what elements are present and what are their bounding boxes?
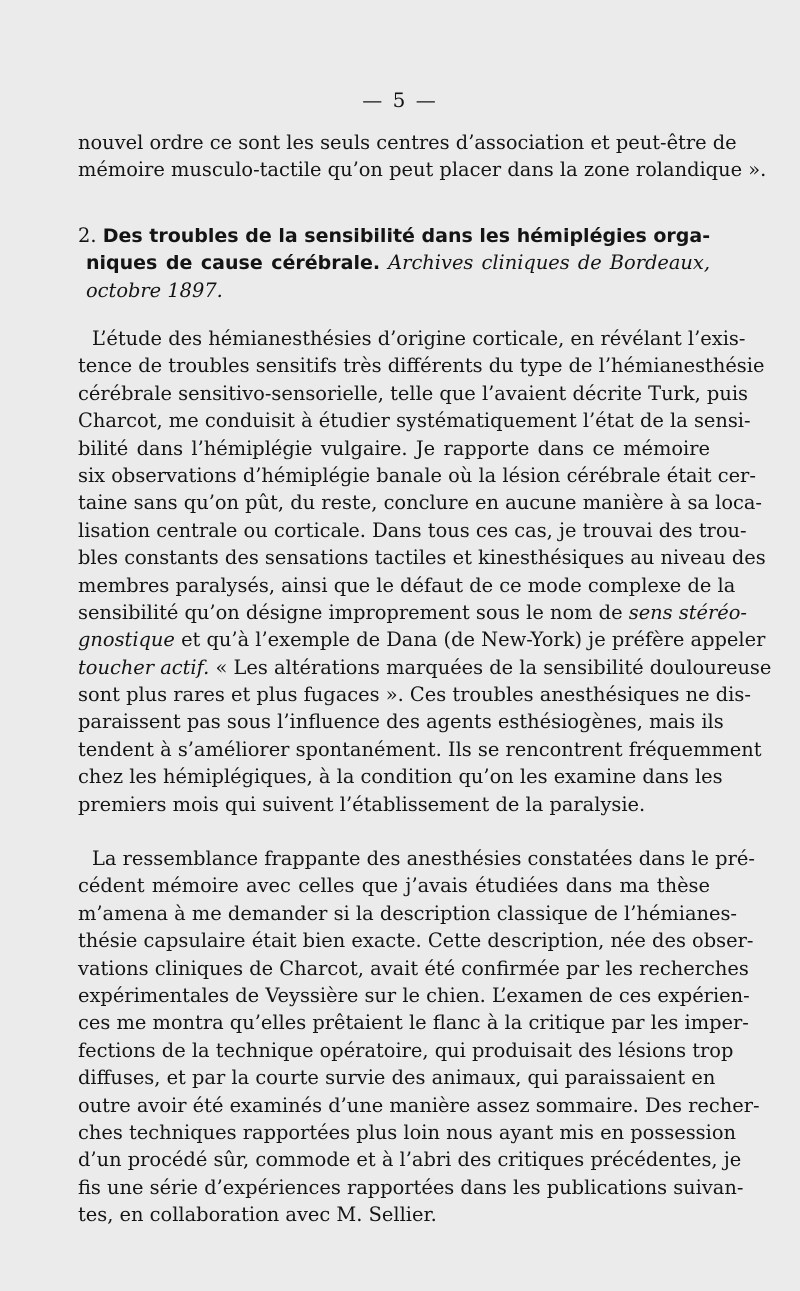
text-line: bilité dans l’hémiplégie vulgaire. Je rapporte dans ce mémoire <box>78 436 710 460</box>
text-line <box>78 599 747 626</box>
text-line: outre avoir été examinés d’une manière assez sommaire. Des recher- <box>78 1093 760 1117</box>
continuation-text <box>78 129 767 184</box>
text-line: m’amena à me demander si la description classique de l’hémianes- <box>78 901 737 925</box>
text-line: cédent mémoire avec celles que j’avais étudiées dans ma thèse <box>78 874 710 898</box>
italic-term: gnostique <box>78 628 175 652</box>
text-line: diffuses, et par la courte survie des animaux, qui paraissaient en <box>78 1066 716 1090</box>
italic-term: toucher actif. <box>78 655 210 679</box>
text-line: thésie capsulaire était bien exacte. Cette description, née des obser- <box>78 929 754 953</box>
entry-journal: Archives cliniques de Bordeaux, <box>388 251 711 275</box>
text-line: ches techniques rapportées plus loin nous ayant mis en possession <box>78 1120 736 1144</box>
text-line: bles constants des sensations tactiles et kinesthésiques au niveau des <box>78 546 766 570</box>
text-line: tes, en collaboration avec M. Sellier. <box>78 1203 437 1227</box>
text-line <box>78 626 766 653</box>
entry-number: 2. <box>78 224 97 247</box>
text-line: expérimentales de Veyssière sur le chien. L’examen de ces expérien- <box>78 983 750 1007</box>
text-line: membres paralysés, ainsi que le défaut de ce mode complexe de la <box>78 573 736 597</box>
paragraph-1 <box>78 325 772 818</box>
entry-title-line <box>78 222 710 249</box>
text-line: chez les hémiplégiques, à la condition qu’on les examine dans les <box>78 765 723 789</box>
text-line <box>78 654 772 681</box>
text-line: L’étude des hémianesthésies d’origine corticale, en révélant l’exis- <box>92 327 746 350</box>
italic-term: sens stéréo- <box>628 600 747 624</box>
text-line: cérébrale sensitivo-sensorielle, telle que l’avaient décrite Turk, puis <box>78 381 748 405</box>
page-number: — 5 — <box>362 88 438 112</box>
text-fragment: « Les altérations marquées de la sensibilité douloureuse <box>215 655 772 679</box>
text-line: taine sans qu’on pût, du reste, conclure en aucune manière à sa loca- <box>78 491 762 515</box>
text-line: six observations d’hémiplégie banale où la lésion cérébrale était cer- <box>78 463 756 487</box>
text-fragment: sensibilité qu’on désigne improprement sous le nom de <box>78 600 623 624</box>
text-line: tence de troubles sensitifs très différents du type de l’hémianesthésie <box>78 354 765 378</box>
bibliography-entry <box>78 222 710 304</box>
text-line: nouvel ordre ce sont les seuls centres d’association et peut-être de <box>78 131 737 154</box>
entry-title-cont: niques de cause cérébrale. <box>86 252 381 275</box>
text-line: tendent à s’améliorer spontanément. Ils se rencontrent fréquemment <box>78 737 762 761</box>
entry-date: octobre 1897. <box>86 278 223 302</box>
text-fragment: et qu’à l’exemple de Dana (de New-York) je préfère appeler <box>181 628 766 652</box>
entry-date-line <box>78 277 710 304</box>
entry-title: Des troubles de la sensibilité dans les hémiplégies orga- <box>102 225 711 247</box>
text-line: fections de la technique opératoire, qui produisait des lésions trop <box>78 1038 734 1062</box>
text-line: La ressemblance frappante des anesthésies constatées dans le pré- <box>92 847 755 870</box>
paragraph-2 <box>78 845 760 1228</box>
text-line: paraissent pas sous l’influence des agents esthésiogènes, mais ils <box>78 710 724 734</box>
text-line: ces me montra qu’elles prêtaient le flanc à la critique par les imper- <box>78 1011 749 1035</box>
text-line: sont plus rares et plus fugaces ». Ces troubles anesthésiques ne dis- <box>78 683 751 707</box>
text-line: premiers mois qui suivent l’établissement de la paralysie. <box>78 792 646 816</box>
text-line: mémoire musculo-tactile qu’on peut placer dans la zone rolandique ». <box>78 158 767 182</box>
text-line: Charcot, me conduisit à étudier systématiquement l’état de la sensi- <box>78 409 751 433</box>
text-line: fis une série d’expériences rapportées dans les publications suivan- <box>78 1175 744 1199</box>
entry-title-line <box>78 249 710 276</box>
text-line: lisation centrale ou corticale. Dans tous ces cas, je trouvai des trou- <box>78 518 747 542</box>
text-line: vations cliniques de Charcot, avait été confirmée par les recherches <box>78 956 749 980</box>
text-line: d’un procédé sûr, commode et à l’abri des critiques précédentes, je <box>78 1148 742 1172</box>
